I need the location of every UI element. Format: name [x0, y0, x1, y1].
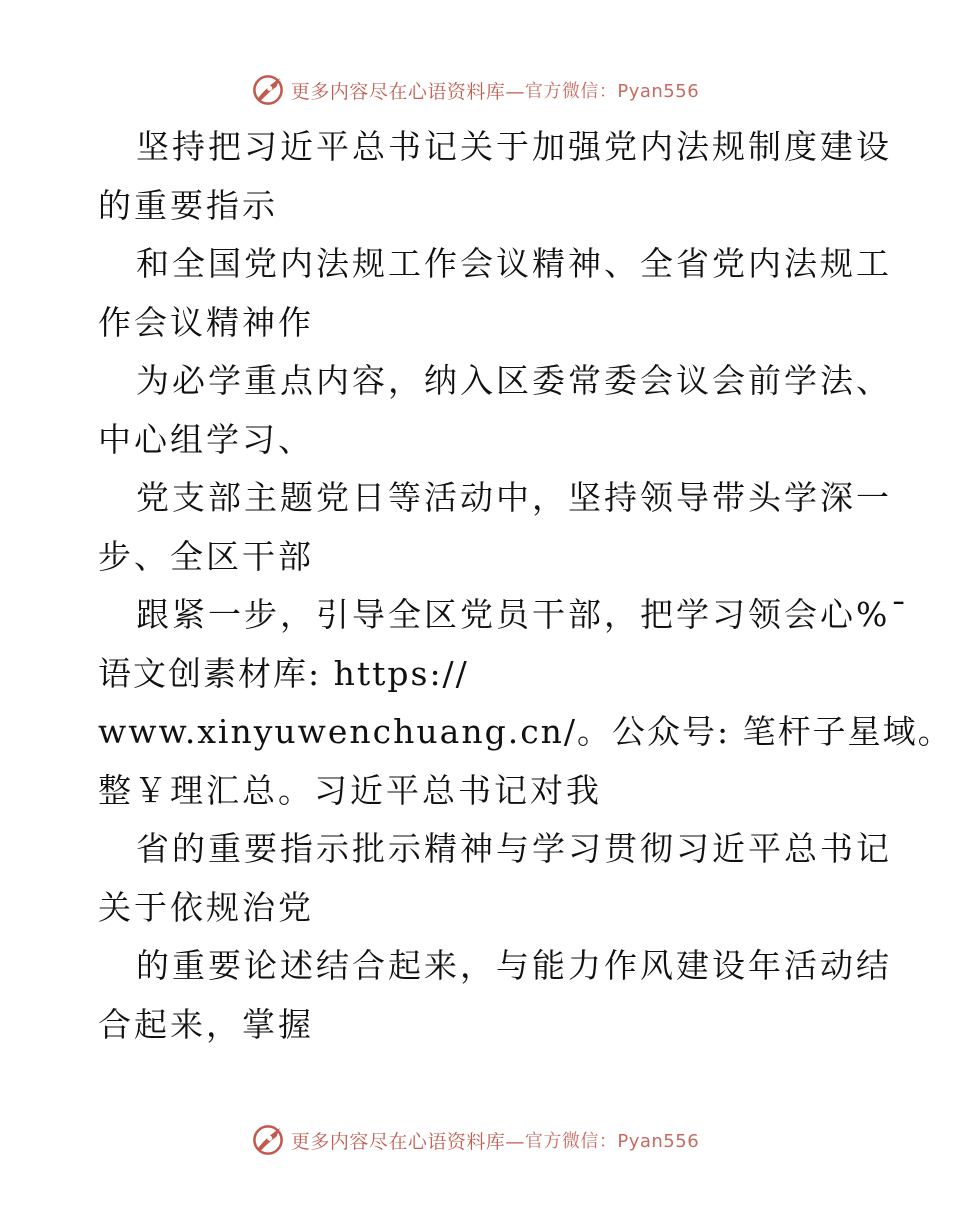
footer-banner [0, 1120, 950, 1160]
body-line: 的重要论述结合起来，与能力作风建设年活动结 [136, 946, 892, 985]
body-line: 坚持把习近平总书记关于加强党内法规制度建设 [136, 127, 892, 166]
pen-nib-logo-icon [251, 73, 285, 107]
body-line: 作会议精神作 [98, 302, 314, 342]
body-line: 整￥理汇总。习近平总书记对我 [98, 770, 602, 810]
body-line: 跟紧一步，引导全区党员干部，把学习领会心%¯ [136, 595, 910, 634]
body-line: 党支部主题党日等活动中，坚持领导带头学深一 [136, 478, 892, 517]
body-line: 中心组学习、 [98, 419, 314, 459]
body-line: 省的重要指示批示精神与学习贯彻习近平总书记 [136, 829, 892, 868]
body-line: 合起来，掌握 [98, 1004, 314, 1044]
body-line: 为必学重点内容，纳入区委常委会议会前学法、 [136, 361, 892, 400]
header-banner-text: 更多内容尽在心语资料库— [290, 80, 525, 103]
body-line: 关于依规治党 [98, 887, 314, 927]
header-banner [0, 70, 950, 110]
body-line: 语文创素材库: https:// [98, 653, 469, 693]
document-body [98, 118, 953, 1054]
footer-banner-wechat: 官方微信：Pyan556 [524, 1131, 700, 1152]
body-line: 的重要指示 [98, 185, 278, 225]
pen-nib-logo-icon [251, 1123, 285, 1157]
header-banner-wechat: 官方微信：Pyan556 [524, 81, 700, 102]
body-line: www.xinyuwenchuang.cn/。公众号: 笔杆子星域。 [98, 712, 953, 751]
body-line: 和全国党内法规工作会议精神、全省党内法规工 [136, 244, 892, 283]
body-line: 步、全区干部 [98, 536, 314, 576]
footer-banner-text: 更多内容尽在心语资料库— [290, 1130, 525, 1153]
